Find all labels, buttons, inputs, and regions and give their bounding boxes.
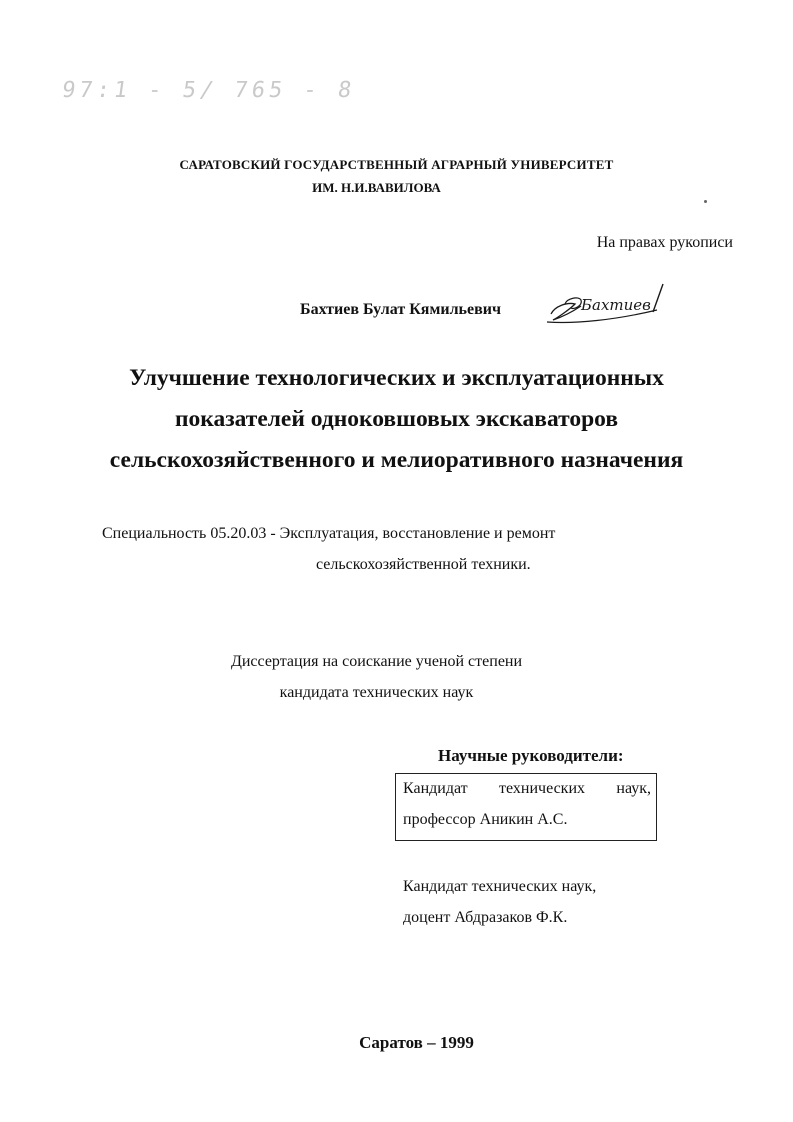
- supervisor-1-degree-word: наук,: [616, 780, 651, 797]
- supervisor-2-degree: Кандидат технических наук,: [403, 878, 597, 895]
- supervisor-1-degree: [403, 780, 651, 798]
- dissertation-title: [0, 358, 793, 481]
- dissertation-degree-line-1: Диссертация на соискание ученой степени: [230, 653, 523, 670]
- dissertation-degree-line-2: кандидата технических наук: [279, 684, 474, 701]
- author-signature: [545, 280, 670, 330]
- supervisor-2-title: доцент Абдразаков Ф.К.: [403, 909, 568, 926]
- city-and-year: Саратов – 1999: [359, 1033, 474, 1052]
- author-name: Бахтиев Булат Кямильевич: [300, 301, 501, 318]
- archive-stamp-number: 97:1 ‑ 5/ 765 ‑ 8: [60, 78, 357, 103]
- specialty-line-1: Специальность 05.20.03 - Эксплуатация, восстановление и ремонт: [102, 525, 556, 542]
- title-line: Улучшение технологических и эксплуатационных: [129, 365, 664, 391]
- manuscript-rights-note: На правах рукописи: [596, 234, 733, 251]
- author-signature-text: Бахтиев: [581, 296, 651, 314]
- supervisor-1-degree-word: Кандидат: [403, 780, 468, 797]
- supervisors-heading: Научные руководители:: [438, 746, 624, 765]
- university-named-after: ИМ. Н.И.ВАВИЛОВА: [312, 180, 441, 195]
- title-line: сельскохозяйственного и мелиоративного назначения: [109, 447, 684, 473]
- scan-speck: [704, 200, 707, 203]
- title-line: показателей одноковшовых экскаваторов: [174, 406, 619, 432]
- supervisor-1-degree-word: технических: [499, 780, 586, 797]
- specialty-line-2: сельскохозяйственной техники.: [316, 556, 531, 573]
- supervisor-1-title: профессор Аникин А.С.: [403, 811, 568, 828]
- university-name: САРАТОВСКИЙ ГОСУДАРСТВЕННЫЙ АГРАРНЫЙ УНИВЕРСИТЕТ: [179, 157, 614, 172]
